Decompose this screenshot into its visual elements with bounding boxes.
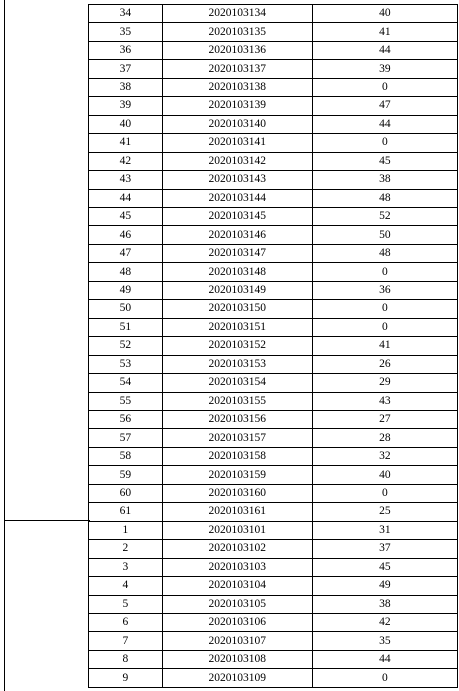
row-number-cell: 45 bbox=[89, 207, 163, 225]
score-cell: 45 bbox=[312, 152, 457, 170]
row-number-cell: 2 bbox=[89, 540, 163, 558]
student-id-cell: 2020103157 bbox=[162, 429, 312, 447]
row-number-cell: 51 bbox=[89, 318, 163, 336]
row-number-cell: 9 bbox=[89, 669, 163, 687]
row-number-cell: 61 bbox=[89, 503, 163, 521]
student-id-cell: 2020103159 bbox=[162, 466, 312, 484]
table-row bbox=[89, 41, 458, 59]
table-row bbox=[89, 189, 458, 207]
table-row bbox=[89, 484, 458, 502]
table-row bbox=[89, 595, 458, 613]
table-row bbox=[89, 429, 458, 447]
table-row bbox=[89, 669, 458, 687]
student-id-cell: 2020103140 bbox=[162, 115, 312, 133]
student-id-cell: 2020103143 bbox=[162, 171, 312, 189]
table-row bbox=[89, 171, 458, 189]
student-id-cell: 2020103150 bbox=[162, 300, 312, 318]
score-table-body bbox=[89, 5, 458, 688]
table-row bbox=[89, 466, 458, 484]
score-cell: 42 bbox=[312, 613, 457, 631]
score-cell: 43 bbox=[312, 392, 457, 410]
student-id-cell: 2020103161 bbox=[162, 503, 312, 521]
table-row bbox=[89, 5, 458, 23]
score-cell: 41 bbox=[312, 23, 457, 41]
score-cell: 0 bbox=[312, 78, 457, 96]
row-number-cell: 36 bbox=[89, 41, 163, 59]
row-number-cell: 56 bbox=[89, 410, 163, 428]
score-cell: 41 bbox=[312, 337, 457, 355]
score-cell: 26 bbox=[312, 355, 457, 373]
score-cell: 28 bbox=[312, 429, 457, 447]
student-id-cell: 2020103105 bbox=[162, 595, 312, 613]
row-number-cell: 38 bbox=[89, 78, 163, 96]
student-id-cell: 2020103103 bbox=[162, 558, 312, 576]
row-number-cell: 1 bbox=[89, 521, 163, 539]
table-row bbox=[89, 244, 458, 262]
table-row bbox=[89, 392, 458, 410]
table-row bbox=[89, 207, 458, 225]
row-number-cell: 50 bbox=[89, 300, 163, 318]
score-cell: 0 bbox=[312, 263, 457, 281]
student-id-cell: 2020103146 bbox=[162, 226, 312, 244]
group-column-border bbox=[4, 0, 5, 691]
table-row bbox=[89, 337, 458, 355]
table-row bbox=[89, 374, 458, 392]
student-id-cell: 2020103101 bbox=[162, 521, 312, 539]
row-number-cell: 4 bbox=[89, 577, 163, 595]
student-id-cell: 2020103142 bbox=[162, 152, 312, 170]
row-number-cell: 54 bbox=[89, 374, 163, 392]
student-id-cell: 2020103141 bbox=[162, 134, 312, 152]
student-id-cell: 2020103138 bbox=[162, 78, 312, 96]
row-number-cell: 3 bbox=[89, 558, 163, 576]
row-number-cell: 57 bbox=[89, 429, 163, 447]
table-row bbox=[89, 540, 458, 558]
row-number-cell: 60 bbox=[89, 484, 163, 502]
score-cell: 40 bbox=[312, 5, 457, 23]
row-number-cell: 34 bbox=[89, 5, 163, 23]
table-row bbox=[89, 613, 458, 631]
score-table bbox=[88, 4, 458, 688]
student-id-cell: 2020103135 bbox=[162, 23, 312, 41]
student-id-cell: 2020103154 bbox=[162, 374, 312, 392]
score-cell: 0 bbox=[312, 134, 457, 152]
group-separator bbox=[4, 520, 90, 521]
row-number-cell: 59 bbox=[89, 466, 163, 484]
row-number-cell: 58 bbox=[89, 447, 163, 465]
student-id-cell: 2020103134 bbox=[162, 5, 312, 23]
row-number-cell: 47 bbox=[89, 244, 163, 262]
table-row bbox=[89, 23, 458, 41]
score-cell: 38 bbox=[312, 595, 457, 613]
row-number-cell: 55 bbox=[89, 392, 163, 410]
row-number-cell: 37 bbox=[89, 60, 163, 78]
table-row bbox=[89, 97, 458, 115]
table-row bbox=[89, 558, 458, 576]
score-cell: 38 bbox=[312, 171, 457, 189]
row-number-cell: 48 bbox=[89, 263, 163, 281]
student-id-cell: 2020103109 bbox=[162, 669, 312, 687]
row-number-cell: 46 bbox=[89, 226, 163, 244]
student-id-cell: 2020103145 bbox=[162, 207, 312, 225]
score-cell: 40 bbox=[312, 466, 457, 484]
row-number-cell: 49 bbox=[89, 281, 163, 299]
table-row bbox=[89, 503, 458, 521]
table-row bbox=[89, 447, 458, 465]
row-number-cell: 6 bbox=[89, 613, 163, 631]
score-cell: 25 bbox=[312, 503, 457, 521]
score-cell: 0 bbox=[312, 484, 457, 502]
table-row bbox=[89, 226, 458, 244]
row-number-cell: 5 bbox=[89, 595, 163, 613]
table-row bbox=[89, 577, 458, 595]
table-row bbox=[89, 410, 458, 428]
student-id-cell: 2020103148 bbox=[162, 263, 312, 281]
table-row bbox=[89, 134, 458, 152]
student-id-cell: 2020103139 bbox=[162, 97, 312, 115]
score-cell: 32 bbox=[312, 447, 457, 465]
table-row bbox=[89, 263, 458, 281]
score-cell: 0 bbox=[312, 300, 457, 318]
row-number-cell: 52 bbox=[89, 337, 163, 355]
score-cell: 44 bbox=[312, 650, 457, 668]
row-number-cell: 35 bbox=[89, 23, 163, 41]
student-id-cell: 2020103107 bbox=[162, 632, 312, 650]
score-cell: 39 bbox=[312, 60, 457, 78]
score-cell: 48 bbox=[312, 244, 457, 262]
student-id-cell: 2020103106 bbox=[162, 613, 312, 631]
score-cell: 0 bbox=[312, 669, 457, 687]
student-id-cell: 2020103147 bbox=[162, 244, 312, 262]
table-row bbox=[89, 152, 458, 170]
score-cell: 44 bbox=[312, 115, 457, 133]
student-id-cell: 2020103152 bbox=[162, 337, 312, 355]
table-row bbox=[89, 115, 458, 133]
row-number-cell: 7 bbox=[89, 632, 163, 650]
student-id-cell: 2020103137 bbox=[162, 60, 312, 78]
student-id-cell: 2020103153 bbox=[162, 355, 312, 373]
score-cell: 29 bbox=[312, 374, 457, 392]
student-id-cell: 2020103144 bbox=[162, 189, 312, 207]
score-cell: 27 bbox=[312, 410, 457, 428]
row-number-cell: 42 bbox=[89, 152, 163, 170]
score-cell: 37 bbox=[312, 540, 457, 558]
score-cell: 0 bbox=[312, 318, 457, 336]
score-cell: 44 bbox=[312, 41, 457, 59]
student-id-cell: 2020103136 bbox=[162, 41, 312, 59]
student-id-cell: 2020103151 bbox=[162, 318, 312, 336]
student-id-cell: 2020103155 bbox=[162, 392, 312, 410]
student-id-cell: 2020103158 bbox=[162, 447, 312, 465]
table-row bbox=[89, 355, 458, 373]
student-id-cell: 2020103104 bbox=[162, 577, 312, 595]
table-row bbox=[89, 521, 458, 539]
student-id-cell: 2020103160 bbox=[162, 484, 312, 502]
score-cell: 35 bbox=[312, 632, 457, 650]
row-number-cell: 39 bbox=[89, 97, 163, 115]
row-number-cell: 8 bbox=[89, 650, 163, 668]
student-id-cell: 2020103102 bbox=[162, 540, 312, 558]
student-id-cell: 2020103108 bbox=[162, 650, 312, 668]
score-cell: 49 bbox=[312, 577, 457, 595]
table-row bbox=[89, 60, 458, 78]
student-id-cell: 2020103156 bbox=[162, 410, 312, 428]
row-number-cell: 43 bbox=[89, 171, 163, 189]
score-cell: 36 bbox=[312, 281, 457, 299]
row-number-cell: 53 bbox=[89, 355, 163, 373]
row-number-cell: 44 bbox=[89, 189, 163, 207]
table-row bbox=[89, 300, 458, 318]
table-row bbox=[89, 281, 458, 299]
score-cell: 50 bbox=[312, 226, 457, 244]
row-number-cell: 41 bbox=[89, 134, 163, 152]
score-cell: 45 bbox=[312, 558, 457, 576]
table-row bbox=[89, 78, 458, 96]
score-cell: 31 bbox=[312, 521, 457, 539]
table-row bbox=[89, 650, 458, 668]
table-row bbox=[89, 318, 458, 336]
score-cell: 52 bbox=[312, 207, 457, 225]
table-row bbox=[89, 632, 458, 650]
student-id-cell: 2020103149 bbox=[162, 281, 312, 299]
score-cell: 47 bbox=[312, 97, 457, 115]
score-sheet bbox=[4, 0, 458, 691]
row-number-cell: 40 bbox=[89, 115, 163, 133]
score-cell: 48 bbox=[312, 189, 457, 207]
